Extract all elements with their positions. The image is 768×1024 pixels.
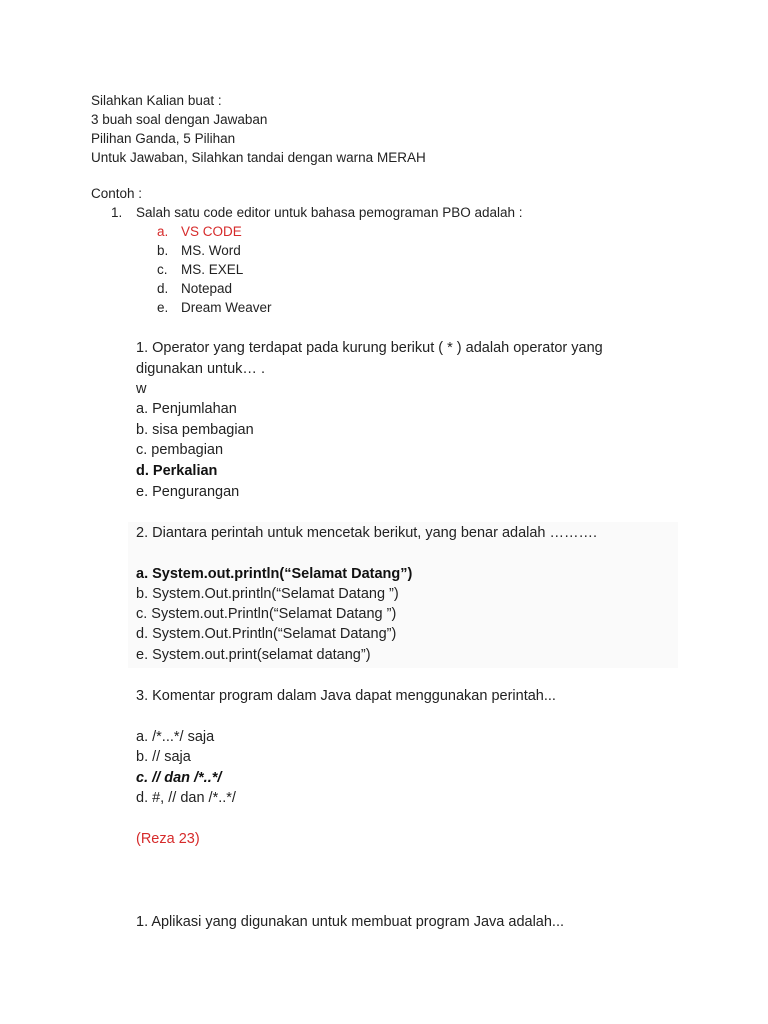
q1-stray-char: w xyxy=(136,381,147,397)
q3-option-c-answer: c. // dan /*..*/ xyxy=(136,770,222,786)
example-option-a xyxy=(157,225,242,239)
q1-option-d-answer: d. Perkalian xyxy=(136,463,218,479)
q3-option-d: d. #, // dan /*..*/ xyxy=(136,790,236,806)
example-label: Contoh : xyxy=(91,186,143,201)
example-option-b xyxy=(157,244,241,258)
q1-option-c: c. pembagian xyxy=(136,442,224,458)
q3-option-b: b. // saja xyxy=(136,749,191,765)
option-mark: a. xyxy=(157,224,169,239)
option-text: VS CODE xyxy=(181,224,242,239)
example-option-e xyxy=(157,301,272,315)
option-mark: e. xyxy=(157,300,169,315)
q3-option-a: a. /*...*/ saja xyxy=(136,729,215,745)
example-number: 1. xyxy=(111,205,123,220)
q2-option-a-answer: a. System.out.println(“Selamat Datang”) xyxy=(136,566,413,582)
option-mark: c. xyxy=(157,262,168,277)
intro-line-4: Untuk Jawaban, Silahkan tandai dengan warna MERAH xyxy=(91,150,426,165)
author-tag: (Reza 23) xyxy=(136,831,200,847)
q1-option-e: e. Pengurangan xyxy=(136,484,240,500)
q3-question: 3. Komentar program dalam Java dapat menggunakan perintah... xyxy=(136,688,556,704)
q4-question: 1. Aplikasi yang digunakan untuk membuat program Java adalah... xyxy=(136,914,565,930)
q1-line-2: digunakan untuk… . xyxy=(136,361,265,377)
intro-line-2: 3 buah soal dengan Jawaban xyxy=(91,112,268,127)
option-text: Dream Weaver xyxy=(181,300,272,315)
example-option-d xyxy=(157,282,232,296)
q2-question: 2. Diantara perintah untuk mencetak berikut, yang benar adalah ………. xyxy=(136,525,598,541)
q2-option-d: d. System.Out.Println(“Selamat Datang”) xyxy=(136,626,397,642)
q2-option-b: b. System.Out.println(“Selamat Datang ”) xyxy=(136,586,399,602)
q2-option-e: e. System.out.print(selamat datang”) xyxy=(136,647,371,663)
option-mark: b. xyxy=(157,243,169,258)
q1-option-b: b. sisa pembagian xyxy=(136,422,254,438)
q1-option-a: a. Penjumlahan xyxy=(136,401,237,417)
example-option-c xyxy=(157,263,243,277)
q1-line-1: 1. Operator yang terdapat pada kurung berikut ( * ) adalah operator yang xyxy=(136,340,603,356)
option-text: MS. EXEL xyxy=(181,262,244,277)
option-text: Notepad xyxy=(181,281,233,296)
intro-line-1: Silahkan Kalian buat : xyxy=(91,93,222,108)
example-question: Salah satu code editor untuk bahasa pemograman PBO adalah : xyxy=(136,205,523,220)
option-mark: d. xyxy=(157,281,169,296)
q2-option-c: c. System.out.Println(“Selamat Datang ”) xyxy=(136,606,397,622)
option-text: MS. Word xyxy=(181,243,241,258)
intro-line-3: Pilihan Ganda, 5 Pilihan xyxy=(91,131,236,146)
